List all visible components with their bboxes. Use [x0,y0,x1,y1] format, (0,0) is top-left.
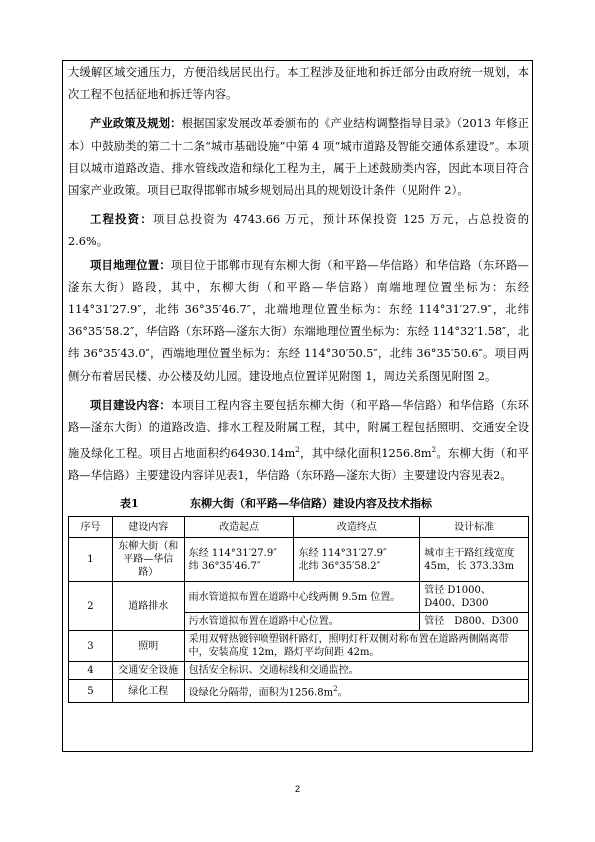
greenbelt-text: 设绿化分隔带，面积为1256.8m [188,687,334,699]
cell-desc: 采用双臂热镀锌喷塑钢杆路灯，照明灯杆双侧对称布置在道路两侧隔离带中，安装高度 12m，路灯平均间距 42m。 [184,631,528,662]
construction-text-b: ，其中绿化面积1256.8m [299,447,432,461]
table-row [69,680,529,703]
construction-paragraph [68,394,529,488]
document-body [68,62,529,703]
cell-standard: 管径 D800、D300 [420,613,529,631]
cell-desc: 包括安全标识、交通标线和交通监控。 [184,662,528,680]
header-item: 建设内容 [112,517,184,538]
greenbelt-end: 。 [337,687,348,699]
location-text: 项目位于邯郸市现有东柳大街（和平路—华信路）和华信路（东环路—滏东大街）路段，其中，东柳大街（和平路—华信路）南端地理位置坐标为：东经114°31′27.9″，北纬 36°35′46.7″，北端地理位置坐标为：东经 114°31′27.9″，北纬 36°35′58.2″，华信路（东环路—滏东大街）东端地理位置坐标为：东经 114°32′1.58″，北纬 36°35′43.0″，西端地理位置坐标为：东经 114°30′50.5″，北纬 36°35′50.6″。项目两侧分布着居民楼、办公楼及幼儿园。建设地点位置详见附图 1，周边关系图见附图 2。 [68,258,529,383]
table-row [69,538,529,582]
table-row [69,631,529,662]
cell-item: 绿化工程 [112,680,184,703]
cell-start [184,538,294,582]
end-lon: 东经 114°31′27.9″ [298,547,387,559]
end-lat: 北纬 36°35′58.2″ [298,560,381,572]
header-standard: 设计标准 [420,517,529,538]
table-number: 表1 [120,497,139,511]
cell-item: 东柳大街（和平路—华信路） [112,538,184,582]
construction-label: 项目建设内容： [90,397,171,412]
cell-no: 3 [69,631,113,662]
page-number: 2 [294,784,300,794]
table-caption [68,495,529,511]
construction-table [68,516,529,703]
cell-no: 4 [69,662,113,680]
investment-text: 项目总投资为 4743.66 万元，预计环保投资 125 万元，占总投资的 2.6%。 [68,213,529,249]
construction-text-c: 。东柳大街（和平路—华信路）主要建设内容详见表1，华信路（东环路—滏东大街）主要建设内容见表2。 [68,447,529,483]
cell-item: 交通安全设施 [112,662,184,680]
cell-standard: 城市主干路红线宽度45m，长 373.33m [420,538,529,582]
header-start: 改造起点 [184,517,294,538]
location-paragraph [68,254,529,388]
superscript: 2 [431,446,437,455]
start-lat: 纬 36°35′46.7″ [188,560,261,572]
cell-no: 5 [69,680,113,703]
intro-paragraph: 大缓解区域交通压力，方便沿线居民出行。本工程涉及征地和拆迁部分由政府统一规划，本次工程不包括征地和拆迁等内容。 [68,66,529,102]
cell-desc [184,680,528,703]
construction-text-a: 本项目工程内容主要包括东柳大街（和平路—华信路）和华信路（东环路—滏东大街）的道路改造、排水工程及附属工程，其中，附属工程包括照明、交通安全设施及绿化工程。项目占地面积约64930.14m [68,398,529,461]
cell-desc: 雨水管道拟布置在道路中心线两侧 9.5m 位置。 [184,582,420,613]
header-end: 改造终点 [294,517,420,538]
policy-text: 根据国家发展改革委颁布的《产业结构调整指导目录》（2013 年修正本）中鼓励类的第二十二条“城市基础设施”中第 4 项“城市道路及智能交通体系建设”。本项目以城市道路改造、排水管线改造和绿化工程为主，属于上述鼓励类内容，因此本项目符合国家产业政策。项目已取得邯郸市城乡规划局出具的规划设计条件（见附件 2）。 [68,117,529,198]
table-row [69,582,529,613]
cell-no: 2 [69,582,113,631]
cell-item: 照明 [112,631,184,662]
policy-label: 产业政策及规划： [90,116,182,131]
superscript: 2 [295,446,300,455]
table-header-row [69,517,529,538]
table-row [69,662,529,680]
table-title: 东柳大街（和平路—华信路）建设内容及技术指标 [190,497,432,511]
investment-paragraph [68,208,529,253]
cell-desc: 污水管道拟布置在道路中心位置。 [184,613,420,631]
superscript: 2 [333,685,338,694]
cell-item: 道路排水 [112,582,184,631]
location-label: 项目地理位置： [90,257,171,272]
policy-paragraph [68,112,529,202]
cell-no: 1 [69,538,113,582]
header-no: 序号 [69,517,113,538]
cell-standard: 管径 D1000、D400、D300 [420,582,529,613]
cell-end [294,538,420,582]
start-lon: 东经 114°31′27.9″ [188,547,277,559]
investment-label: 工程投资： [90,212,153,227]
